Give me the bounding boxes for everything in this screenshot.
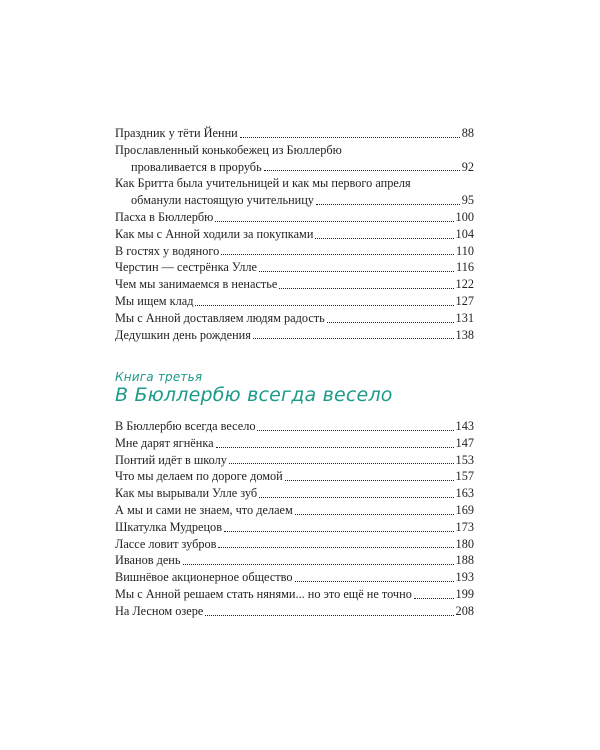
toc-entry-title: Черстин — сестрёнка Улле bbox=[115, 260, 257, 275]
dot-leader bbox=[183, 564, 454, 565]
toc-book-three bbox=[115, 418, 474, 620]
toc-entry-page: 88 bbox=[461, 126, 474, 140]
toc-entry-title: Что мы делаем по дороге домой bbox=[115, 469, 283, 484]
dot-leader bbox=[264, 170, 460, 171]
toc-entry bbox=[115, 418, 474, 435]
toc-entry-title: Дедушкин день рождения bbox=[115, 327, 251, 342]
toc-entry-title: Понтий идёт в школу bbox=[115, 452, 227, 467]
toc-entry bbox=[115, 586, 474, 603]
dot-leader bbox=[279, 288, 453, 289]
toc-entry-title: Чем мы занимаемся в ненастье bbox=[115, 277, 278, 292]
toc-entry bbox=[115, 519, 474, 536]
toc-entry-page: 188 bbox=[455, 553, 474, 568]
toc-entry bbox=[115, 226, 474, 243]
toc-entry-title: В гостях у водяного bbox=[115, 243, 220, 258]
toc-entry-page: 199 bbox=[455, 586, 474, 601]
toc-entry-title: Шкатулка Мудрецов bbox=[115, 519, 223, 534]
toc-entry-title: Иванов день bbox=[115, 553, 181, 568]
toc-entry bbox=[115, 310, 474, 327]
toc-entry-page: 127 bbox=[455, 293, 474, 308]
dot-leader bbox=[295, 581, 454, 582]
toc-entry-page: 173 bbox=[455, 519, 474, 534]
toc-entry bbox=[115, 293, 474, 310]
toc-entry-line2 bbox=[115, 159, 474, 176]
toc-entry bbox=[115, 209, 474, 226]
toc-entry-title: Пасха в Бюллербю bbox=[115, 209, 214, 224]
toc-entry-title-line2: обманули настоящую учительницу bbox=[131, 193, 314, 208]
dot-leader bbox=[414, 598, 454, 599]
dot-leader bbox=[259, 271, 454, 272]
toc-entry-title: Мы ищем клад bbox=[115, 293, 194, 308]
dot-leader bbox=[240, 137, 460, 138]
dot-leader bbox=[224, 531, 454, 532]
dot-leader bbox=[218, 547, 453, 548]
toc-entry bbox=[115, 259, 474, 276]
toc-entry bbox=[115, 175, 474, 209]
toc-entry-title: Мы с Анной решаем стать нянями... но это ещё не точно bbox=[115, 586, 412, 601]
toc-entry-title-line1: Прославленный конькобежец из Бюллербю bbox=[115, 142, 342, 157]
dot-leader bbox=[285, 480, 454, 481]
toc-entry-title: Лассе ловит зубров bbox=[115, 536, 217, 551]
toc-entry-page: 193 bbox=[455, 570, 474, 585]
toc-entry-page: 95 bbox=[461, 193, 474, 208]
toc-entry bbox=[115, 142, 474, 176]
toc-entry bbox=[115, 502, 474, 519]
toc-entry-page: 157 bbox=[455, 469, 474, 484]
toc-entry-title: Праздник у тёти Йенни bbox=[115, 126, 238, 140]
toc-entry-title: Мне дарят ягнёнка bbox=[115, 435, 214, 450]
toc-entry-page: 180 bbox=[455, 536, 474, 551]
toc-entry bbox=[115, 452, 474, 469]
toc-entry-page: 147 bbox=[455, 435, 474, 450]
toc-entry-page: 122 bbox=[455, 277, 474, 292]
toc-entry bbox=[115, 468, 474, 485]
dot-leader bbox=[259, 497, 453, 498]
toc-entry-page: 131 bbox=[455, 310, 474, 325]
toc-entry-page: 100 bbox=[455, 209, 474, 224]
dot-leader bbox=[316, 204, 460, 205]
toc-book-two bbox=[115, 125, 474, 343]
dot-leader bbox=[253, 338, 454, 339]
dot-leader bbox=[195, 305, 453, 306]
toc-entry-page: 116 bbox=[456, 260, 474, 275]
dot-leader bbox=[295, 514, 454, 515]
toc-entry-page: 169 bbox=[455, 502, 474, 517]
toc-entry bbox=[115, 435, 474, 452]
toc-entry-page: 104 bbox=[455, 226, 474, 241]
toc-entry bbox=[115, 125, 474, 142]
toc-entry-title: На Лесном озере bbox=[115, 603, 204, 618]
toc-entry-title: Как мы вырывали Улле зуб bbox=[115, 486, 258, 501]
toc-entry-title: В Бюллербю всегда весело bbox=[115, 419, 256, 433]
dot-leader bbox=[229, 463, 454, 464]
toc-entry bbox=[115, 327, 474, 344]
toc-entry bbox=[115, 276, 474, 293]
toc-entry-page: 110 bbox=[456, 243, 474, 258]
toc-entry-page: 153 bbox=[455, 452, 474, 467]
dot-leader bbox=[315, 238, 453, 239]
toc-entry-page: 163 bbox=[455, 486, 474, 501]
toc-entry-title: А мы и сами не знаем, что делаем bbox=[115, 502, 293, 517]
toc-entry-page: 92 bbox=[461, 159, 474, 174]
toc-entry-page: 143 bbox=[455, 419, 474, 433]
toc-entry bbox=[115, 536, 474, 553]
toc-entry-title: Мы с Анной доставляем людям радость bbox=[115, 310, 325, 325]
toc-entry-title: Вишнёвое акционерное общество bbox=[115, 570, 293, 585]
toc-entry bbox=[115, 552, 474, 569]
toc-entry bbox=[115, 603, 474, 620]
toc-entry-title: Как мы с Анной ходили за покупками bbox=[115, 226, 314, 241]
toc-entry-title-line1: Как Бритта была учительницей и как мы первого апреля bbox=[115, 176, 411, 191]
dot-leader bbox=[327, 322, 454, 323]
toc-entry-page: 208 bbox=[455, 603, 474, 618]
toc-entry bbox=[115, 243, 474, 260]
book-three-title: В Бюллербю всегда весело bbox=[115, 384, 393, 406]
dot-leader bbox=[205, 615, 453, 616]
book-three-label: Книга третья bbox=[115, 370, 203, 384]
toc-entry bbox=[115, 569, 474, 586]
dot-leader bbox=[215, 221, 453, 222]
toc-entry bbox=[115, 485, 474, 502]
dot-leader bbox=[257, 430, 453, 431]
dot-leader bbox=[221, 254, 454, 255]
toc-entry-page: 138 bbox=[455, 327, 474, 342]
toc-entry-line2 bbox=[115, 192, 474, 209]
dot-leader bbox=[216, 447, 454, 448]
toc-entry-title-line2: проваливается в прорубь bbox=[131, 159, 262, 174]
